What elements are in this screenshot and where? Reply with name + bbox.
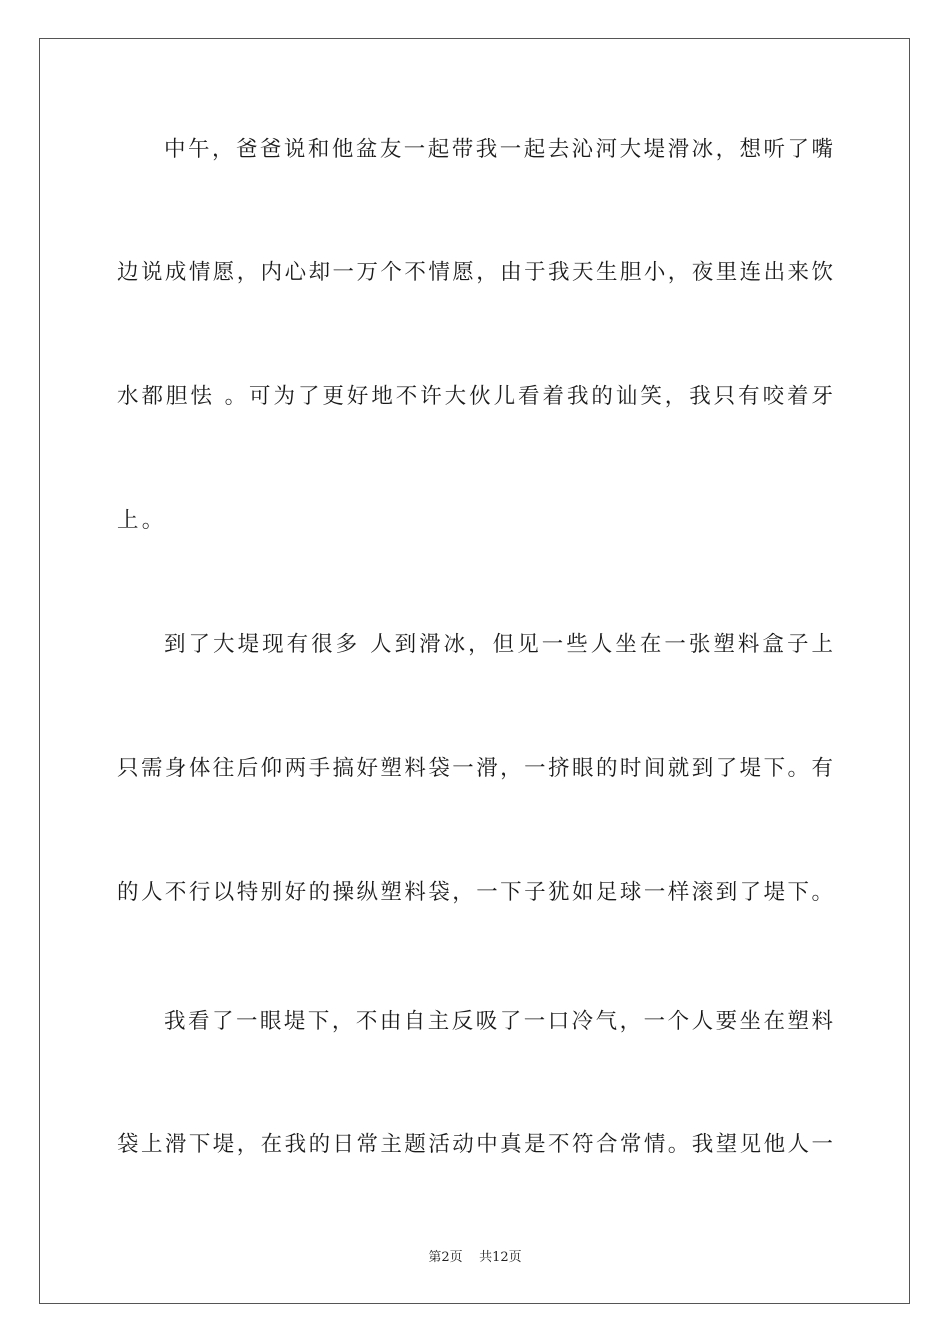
paragraph-2-line-3: 的人不行以特别好的操纵塑料袋，一下子犹如足球一样滚到了堤下。 [117, 880, 833, 905]
paragraph-1-line-1: 中午，爸爸说和他盆友一起带我一起去沁河大堤滑冰，想听了嘴 [164, 137, 833, 162]
paragraph-3-line-2: 袋上滑下堤，在我的日常主题活动中真是不符合常情。我望见他人一 [117, 1132, 833, 1157]
paragraph-2-line-2: 只需身体往后仰两手搞好塑料袋一滑，一挤眼的时间就到了堤下。有 [117, 756, 833, 781]
paragraph-3-line-1: 我看了一眼堤下，不由自主反吸了一口冷气，一个人要坐在塑料 [164, 1009, 833, 1034]
paragraph-1-line-3: 水都胆怯 。可为了更好地不许大伙儿看着我的讪笑，我只有咬着牙 [117, 384, 833, 409]
page-border [39, 38, 910, 1304]
page-footer [0, 1246, 950, 1265]
paragraph-1-line-4: 上。 [117, 508, 167, 533]
paragraph-1-line-2: 边说成情愿，内心却一万个不情愿，由于我天生胆小，夜里连出来饮 [117, 260, 833, 285]
page-number: 第2页 [428, 1250, 463, 1265]
page-total: 共12页 [479, 1250, 522, 1265]
paragraph-2-line-1: 到了大堤现有很多 人到滑冰，但见一些人坐在一张塑料盒子上 [164, 632, 833, 657]
